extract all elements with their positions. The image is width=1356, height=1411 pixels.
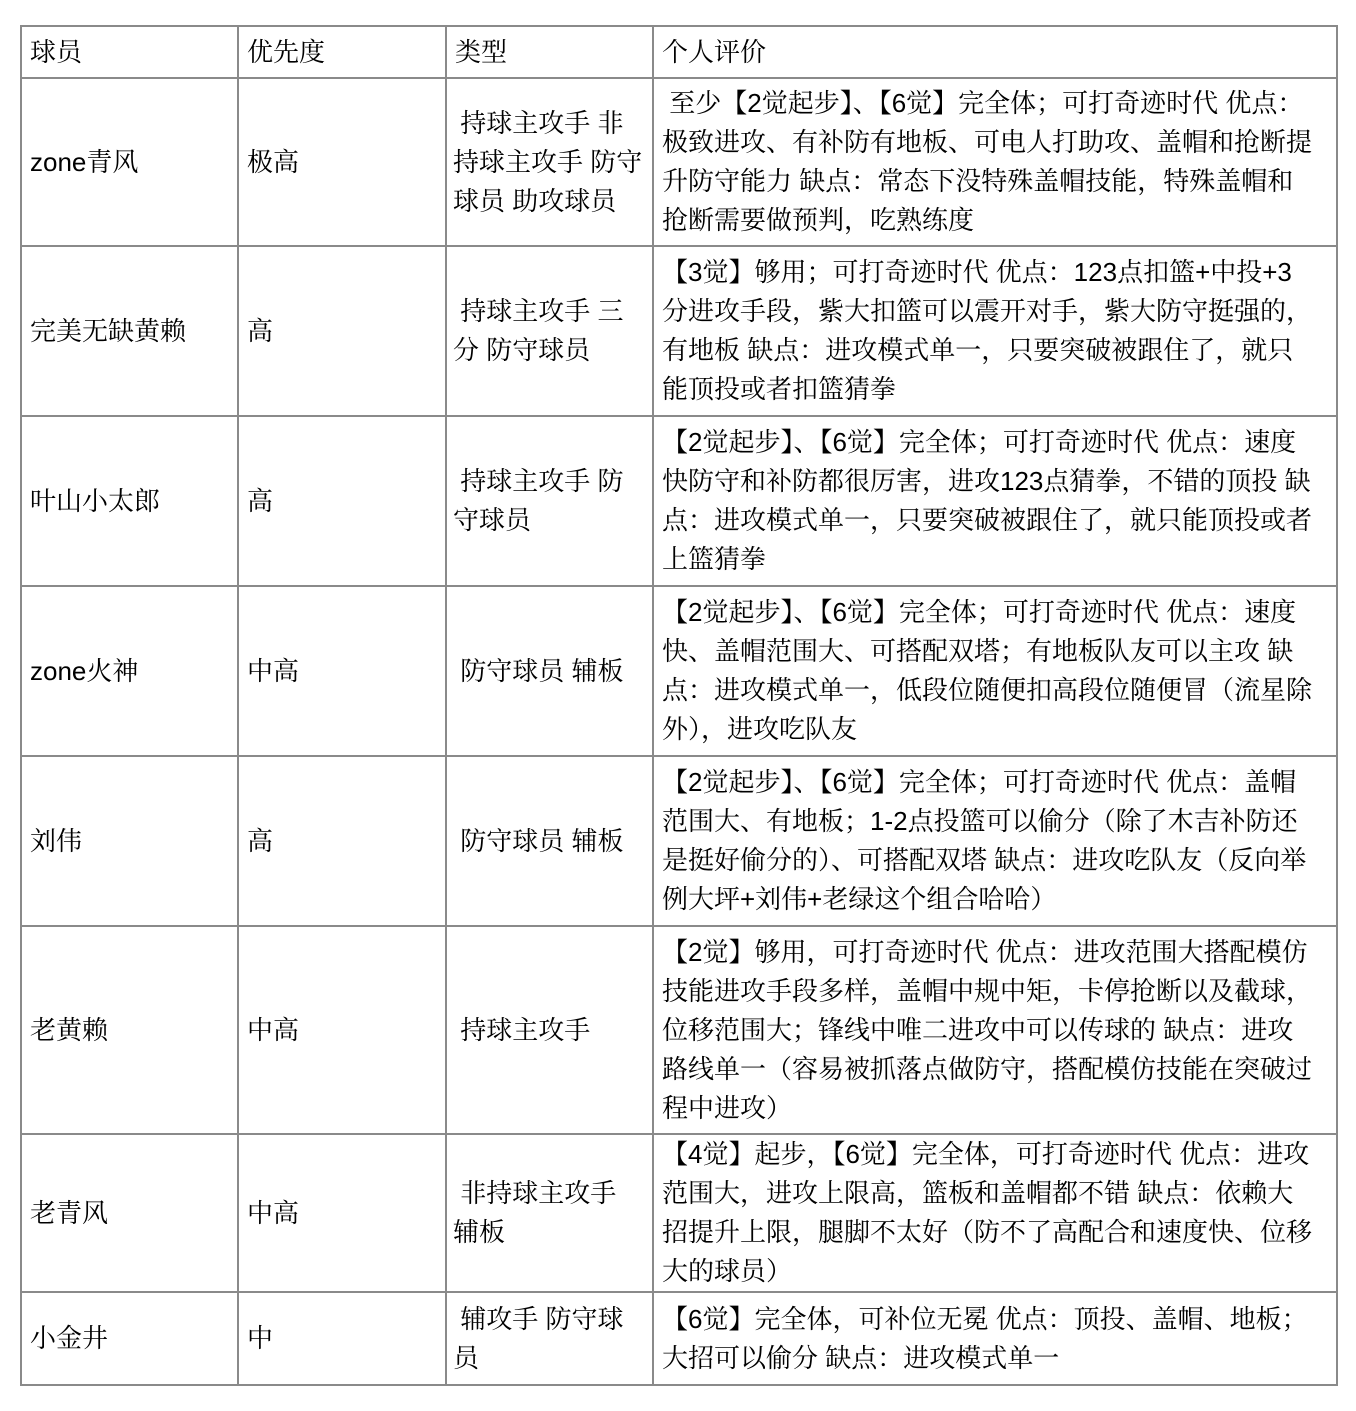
column-header-evaluation: 个人评价 [653,26,1337,78]
priority-cell: 中 [238,1292,446,1385]
type-cell: 非持球主攻手 辅板 [446,1134,653,1292]
column-header-priority: 优先度 [238,26,446,78]
player-cell: 刘伟 [21,756,238,926]
type-cell: 持球主攻手 非持球主攻手 防守球员 助攻球员 [446,78,653,246]
evaluation-cell: 至少【2觉起步】、【6觉】完全体；可打奇迹时代 优点：极致进攻、有补防有地板、可电人打助攻、盖帽和抢断提升防守能力 缺点：常态下没特殊盖帽技能，特殊盖帽和抢断需要做预判，吃熟练度 [653,78,1337,246]
evaluation-cell: 【4觉】起步，【6觉】完全体，可打奇迹时代 优点：进攻范围大，进攻上限高，篮板和盖帽都不错 缺点：依赖大招提升上限，腿脚不太好（防不了高配合和速度快、位移大的球员） [653,1134,1337,1292]
player-cell: 叶山小太郎 [21,416,238,586]
priority-cell: 中高 [238,586,446,756]
priority-cell: 高 [238,416,446,586]
table-row [21,1134,1337,1292]
player-cell: zone青风 [21,78,238,246]
player-cell: 老青风 [21,1134,238,1292]
priority-cell: 极高 [238,78,446,246]
column-header-player: 球员 [21,26,238,78]
player-cell: 老黄赖 [21,926,238,1134]
type-cell: 持球主攻手 三分 防守球员 [446,246,653,416]
priority-cell: 中高 [238,926,446,1134]
evaluation-cell: 【3觉】够用；可打奇迹时代 优点：123点扣篮+中投+3分进攻手段，紫大扣篮可以震开对手，紫大防守挺强的，有地板 缺点：进攻模式单一，只要突破被跟住了，就只能顶投或者扣篮猜拳 [653,246,1337,416]
type-cell: 防守球员 辅板 [446,756,653,926]
table-row [21,1292,1337,1385]
evaluation-cell: 【2觉起步】、【6觉】完全体；可打奇迹时代 优点：速度快、盖帽范围大、可搭配双塔；有地板队友可以主攻 缺点：进攻模式单一，低段位随便扣高段位随便冒（流星除外），进攻吃队友 [653,586,1337,756]
table-row [21,78,1337,246]
type-cell: 持球主攻手 防守球员 [446,416,653,586]
table-row [21,246,1337,416]
player-cell: zone火神 [21,586,238,756]
table-header [21,26,1337,78]
evaluation-cell: 【2觉】够用，可打奇迹时代 优点：进攻范围大搭配模仿技能进攻手段多样，盖帽中规中矩，卡停抢断以及截球，位移范围大；锋线中唯二进攻中可以传球的 缺点：进攻路线单一（容易被抓落点做防守，搭配模仿技能在突破过程中进攻） [653,926,1337,1134]
priority-cell: 高 [238,756,446,926]
player-cell: 完美无缺黄赖 [21,246,238,416]
table-body [21,78,1337,1385]
table-row [21,416,1337,586]
priority-cell: 高 [238,246,446,416]
column-header-type: 类型 [446,26,653,78]
table-row [21,756,1337,926]
table-row [21,926,1337,1134]
priority-cell: 中高 [238,1134,446,1292]
type-cell: 辅攻手 防守球员 [446,1292,653,1385]
evaluation-cell: 【2觉起步】、【6觉】完全体；可打奇迹时代 优点：速度快防守和补防都很厉害，进攻123点猜拳，不错的顶投 缺点：进攻模式单一，只要突破被跟住了，就只能顶投或者上篮猜拳 [653,416,1337,586]
player-cell: 小金井 [21,1292,238,1385]
table-row [21,586,1337,756]
header-row [21,26,1337,78]
type-cell: 持球主攻手 [446,926,653,1134]
evaluation-cell: 【6觉】完全体，可补位无冕 优点：顶投、盖帽、地板；大招可以偷分 缺点：进攻模式单一 [653,1292,1337,1385]
type-cell: 防守球员 辅板 [446,586,653,756]
evaluation-cell: 【2觉起步】、【6觉】完全体；可打奇迹时代 优点：盖帽范围大、有地板；1-2点投篮可以偷分（除了木吉补防还是挺好偷分的）、可搭配双塔 缺点：进攻吃队友（反向举例大坪+刘伟+老绿这个组合哈哈） [653,756,1337,926]
player-evaluation-table [20,25,1338,1386]
